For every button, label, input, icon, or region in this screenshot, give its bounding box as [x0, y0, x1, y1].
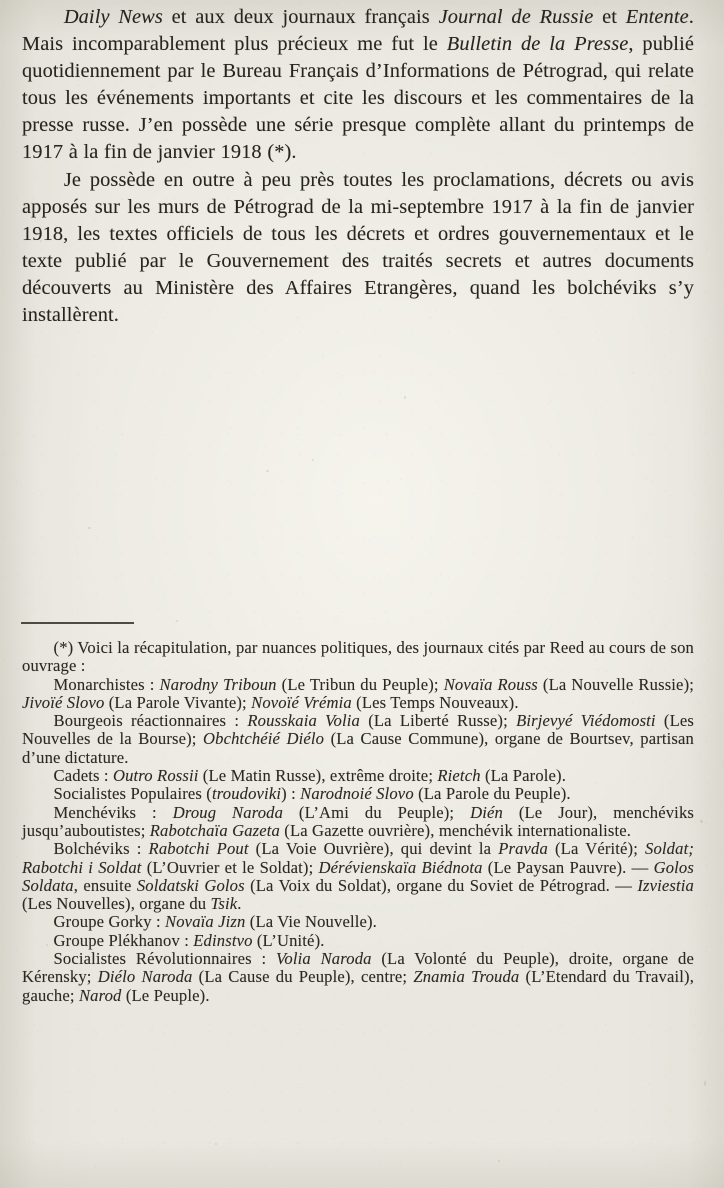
footnote-paragraph-groupe-plekhanov [22, 932, 694, 950]
text-run: (Les Temps Nouveaux). [351, 692, 519, 712]
italic-run: Jivoïé Slovo [22, 692, 105, 712]
text-run: Groupe Plékhanov : [53, 930, 194, 950]
italic-run: Droug Naroda [172, 802, 284, 822]
text-run: Bolchéviks : [53, 839, 149, 859]
italic-run: Rousskaia Volia [247, 711, 360, 731]
main-body-text [22, 4, 694, 329]
text-run: (Le Tribun du Peuple); [276, 674, 444, 694]
text-run: (Les Nouvelles de la Bourse); [22, 711, 694, 749]
text-run: (La Nouvelle Russie); [537, 674, 695, 694]
text-run: Je possède en outre à peu près toutes les proclamations, décrets ou avis apposés sur les murs de Pétrograd de la mi-septembre 1917 à la fin de janvier 1918, les textes officiels de tous les décrets et ordres gouvernementaux et le texte publié par le Gouvernement des traités secrets et autres documents découverts au Ministère des Affaires Etrangères, quand les bolchéviks s’y installèrent. [22, 168, 694, 327]
footnote-paragraph-socialistes-revolutionnaires [22, 950, 694, 1005]
text-run: (L’Ami du Peuple); [283, 802, 471, 822]
text-run: , ensuite [73, 875, 137, 895]
text-run: (*) Voici la récapitulation, par nuances politiques, des journaux cités par Reed au cours de son ouvrage : [22, 638, 694, 676]
italic-run: Rietch [437, 766, 481, 786]
paragraph-bulletin-de-la-presse [22, 4, 694, 167]
text-run: et aux deux journaux français [162, 6, 439, 28]
text-run: (La Vérité); [547, 839, 646, 859]
text-run: (Le Paysan Pauvre). — [482, 857, 654, 877]
italic-run: Rabotchi Pout [148, 839, 249, 859]
italic-run: Journal de Russie [438, 6, 594, 28]
footnote-paragraph-cadets [22, 767, 694, 785]
italic-run: Outro Rossii [112, 766, 199, 786]
text-run: Monarchistes : [53, 674, 160, 694]
italic-run: Diélo Naroda [97, 967, 193, 987]
text-run: . [237, 894, 242, 914]
text-run: Groupe Gorky : [53, 912, 166, 932]
text-run: Socialistes Populaires ( [53, 784, 212, 804]
text-run: (Le Peuple). [121, 985, 210, 1005]
text-run: (La Gazette ouvrière), menchévik internationaliste. [279, 820, 632, 840]
text-run: (La Parole). [480, 766, 567, 786]
italic-run: Novaïa Jizn [165, 912, 246, 932]
text-run: et [593, 6, 626, 28]
text-run: Menchéviks : [53, 802, 173, 822]
italic-run: Volia Naroda [275, 949, 372, 969]
text-run: (L’Unité). [252, 930, 325, 950]
italic-run: Bulletin de la Presse [446, 33, 629, 56]
text-run: Socialistes Révolutionnaires : [53, 949, 276, 969]
text-run: , publié quotidiennement par le Bureau Français d’Informations de Pétrograd, qui relate tous les événements importants et cite les discours et les commentaires de la presse russe. J’en possède une série presque complète allant du printemps de 1917 à la fin de janvier 1918 (*). [22, 33, 694, 164]
text-run: (Le Matin Russe), extrême droite; [198, 766, 438, 786]
footnote-paragraph-socialistes-populaires [22, 785, 694, 803]
italic-run: Izviestia [637, 875, 694, 895]
footnote-paragraph-monarchistes [22, 676, 694, 713]
italic-run: Pravda [498, 839, 548, 859]
text-run: (La Parole Vivante); [104, 692, 252, 712]
italic-run: Entente [625, 6, 689, 28]
text-run: (Les Nouvelles), organe du [22, 894, 211, 914]
text-run: (L’Ouvrier et le Soldat); [141, 857, 319, 877]
italic-run: Soldat; Rabotchi i Soldat [22, 839, 695, 877]
footnote-paragraph-groupe-gorky [22, 913, 694, 931]
text-run: (Le Jour), menchéviks jusqu’auboutistes; [22, 802, 694, 840]
text-run: Cadets : [53, 766, 113, 786]
footnote-paragraph-bolcheviks [22, 840, 694, 913]
italic-run: Narodnoié Slovo [300, 784, 414, 804]
italic-run: Dién [470, 802, 503, 822]
text-run: . Mais incomparablement plus précieux me fut le [22, 6, 694, 56]
text-run: Bourgeois réactionnaires : [53, 711, 248, 731]
text-run: (La Parole du Peuple). [413, 784, 571, 804]
footnote-paragraph-intro [22, 639, 694, 676]
text-run: (La Liberté Russe); [359, 711, 517, 731]
italic-run: Golos Soldata [22, 857, 694, 895]
italic-run: Novoïé Vrémia [251, 692, 352, 712]
italic-run: Birjevyé Viédomosti [516, 711, 656, 731]
text-run: (La Voie Ouvrière), qui devint la [248, 839, 499, 859]
text-run: (La Cause du Peuple), centre; [192, 967, 414, 987]
italic-run: troudoviki [212, 784, 282, 804]
text-run: (La Vie Nouvelle). [245, 912, 377, 932]
italic-run: Edinstvo [193, 930, 253, 950]
italic-run: Tsik [210, 894, 238, 914]
italic-run: Znamia Trouda [413, 967, 520, 987]
text-run: (La Voix du Soldat), organe du Soviet de Pétrograd. — [244, 875, 638, 895]
text-run: (La Cause Commune), organe de Bourtsev, partisan d’une dictature. [22, 729, 694, 767]
text-run: (L’Etendard du Travail), gauche; [22, 967, 694, 1005]
italic-run: Obchtchéié Diélo [203, 729, 325, 749]
footnote-paragraph-mencheviks [22, 804, 694, 841]
italic-run: Narodny Triboun [159, 674, 277, 694]
italic-run: Narod [78, 985, 122, 1005]
footnote-separator-rule [21, 622, 134, 624]
italic-run: Rabotchaïa Gazeta [149, 820, 280, 840]
italic-run: Dérévienskaïa Biédnota [318, 857, 483, 877]
text-run: ) : [281, 784, 301, 804]
text-run: (La Volonté du Peuple), droite, organe de Kérensky; [22, 949, 694, 987]
italic-run: Daily News [63, 6, 163, 28]
italic-run: Novaïa Rouss [443, 674, 538, 694]
footnote-block [22, 639, 694, 1005]
footnote-paragraph-bourgeois-reactionnaires [22, 712, 694, 767]
paragraph-proclamations [22, 167, 694, 330]
italic-run: Soldatski Golos [136, 875, 245, 895]
